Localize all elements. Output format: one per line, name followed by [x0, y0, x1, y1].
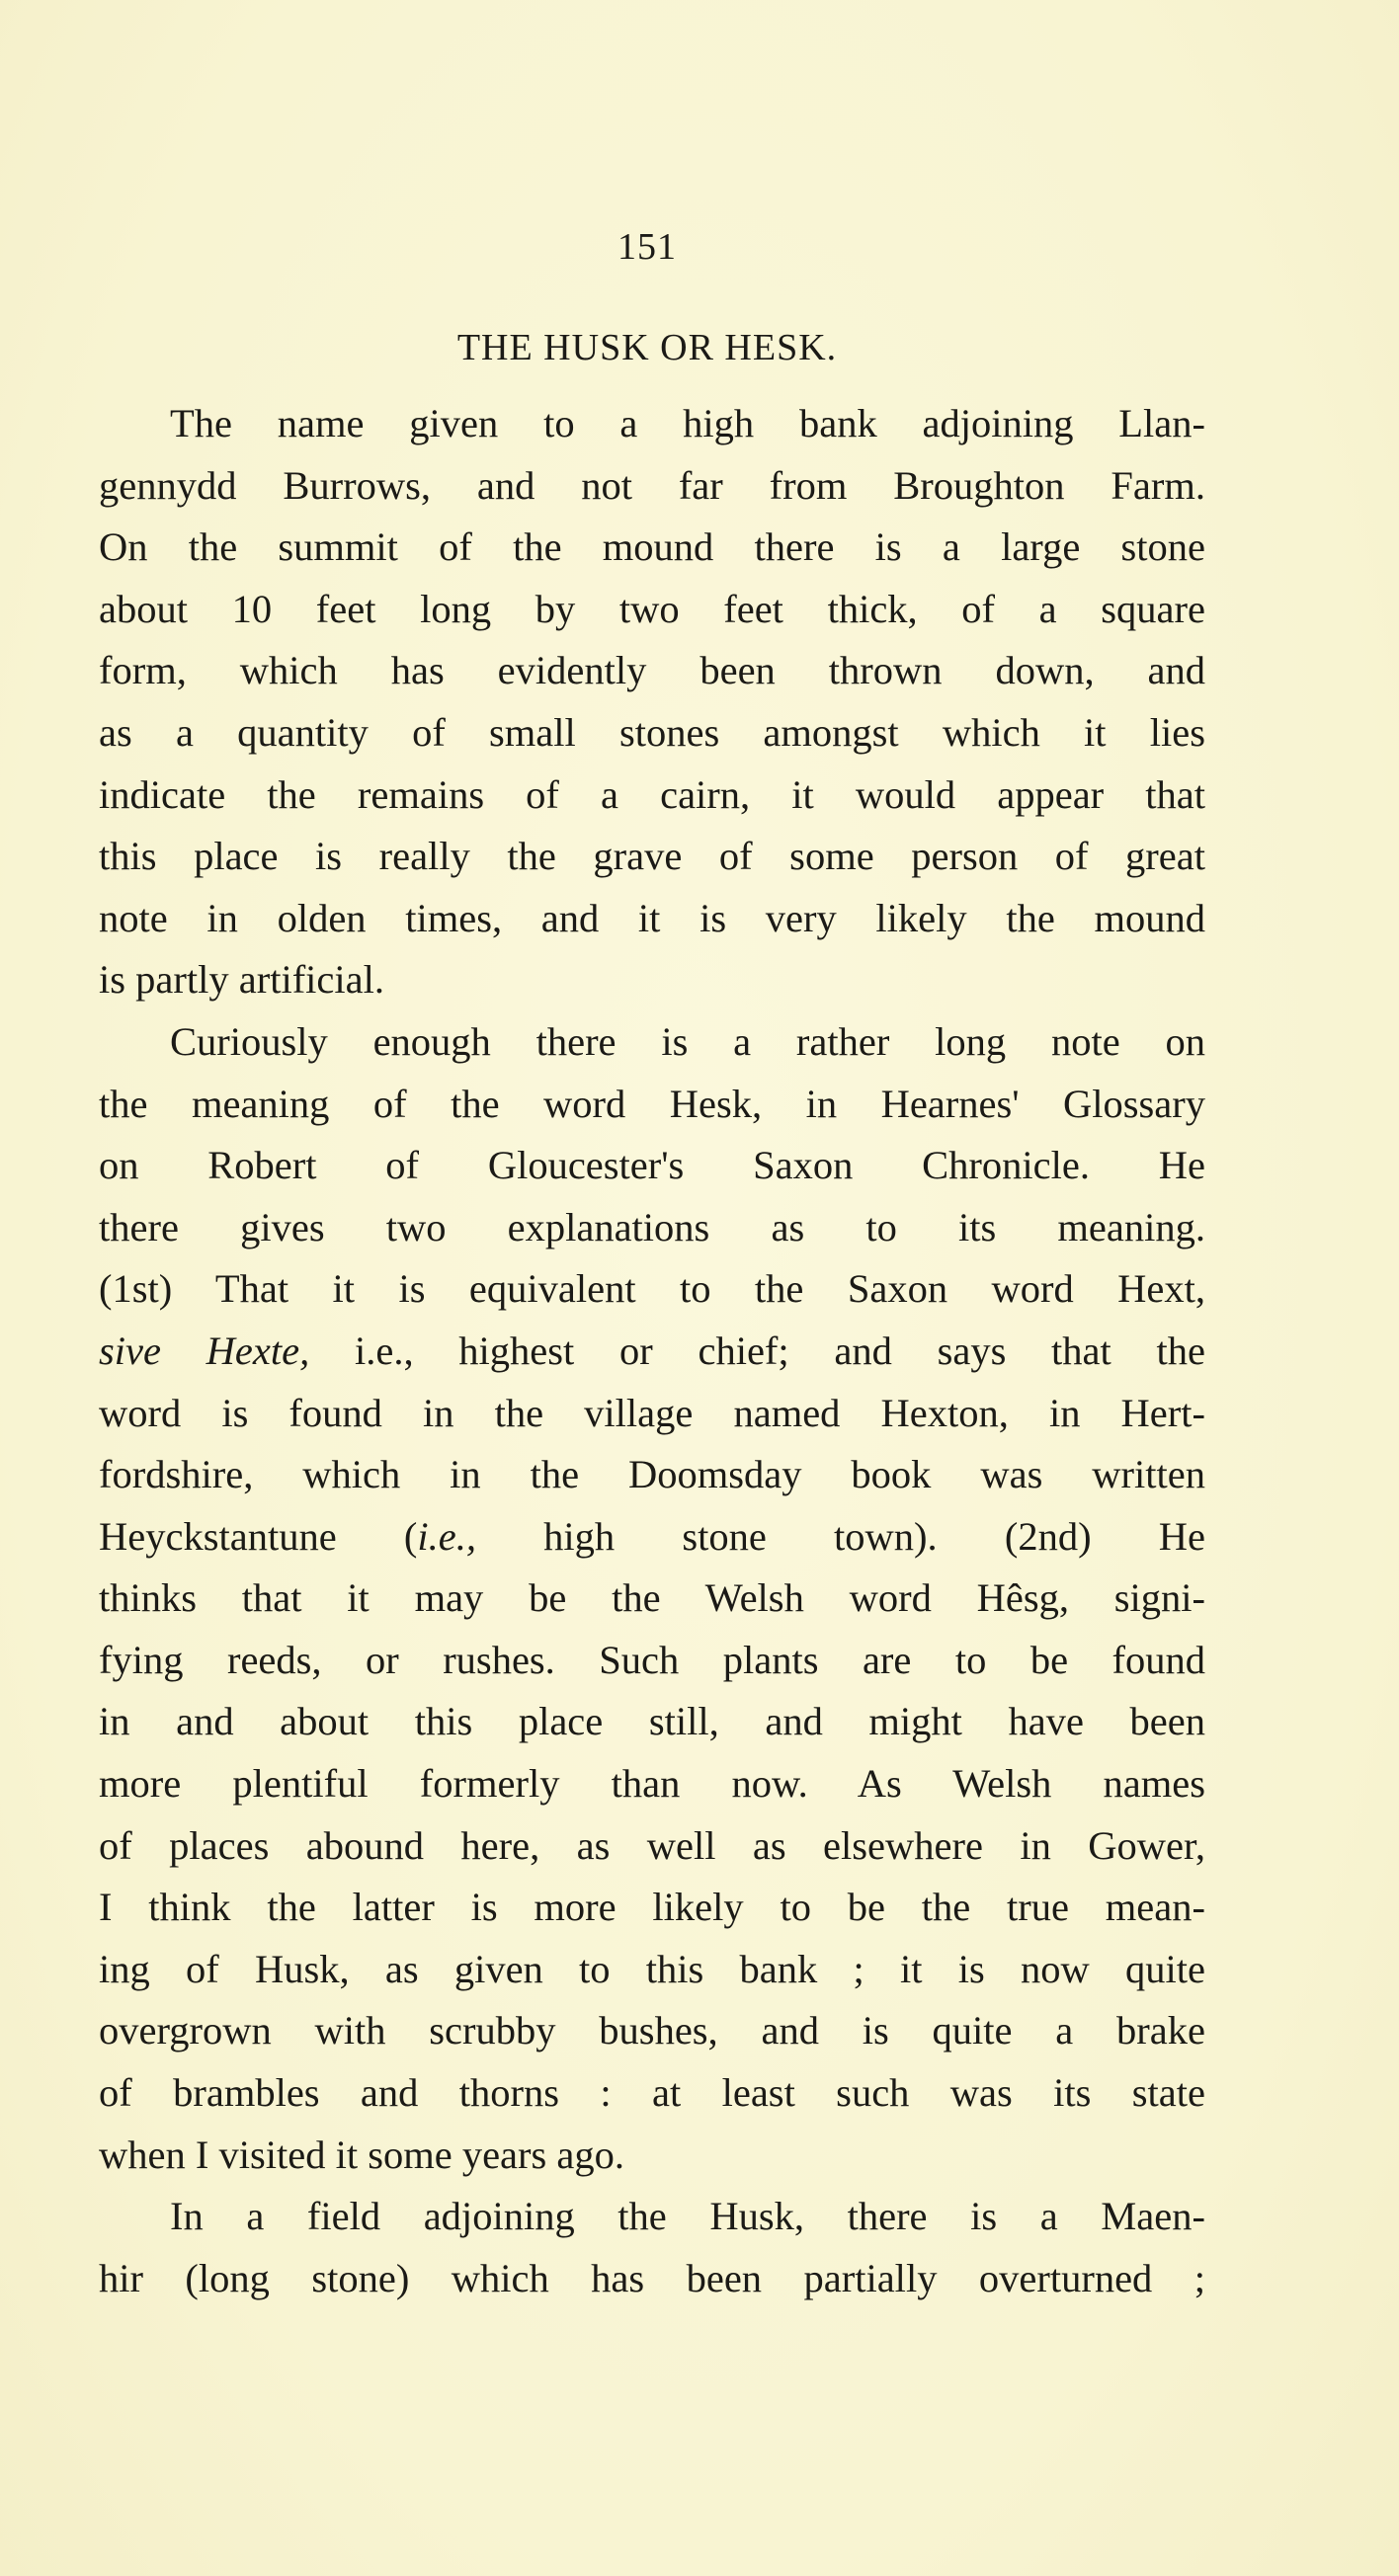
text-line: the meaning of the word Hesk, in Hearnes' Glossary	[99, 1081, 1205, 1126]
text-line: fying reeds, or rushes. Such plants are to be found	[99, 1637, 1205, 1682]
text-line: indicate the remains of a cairn, it would appear that	[99, 771, 1205, 817]
text-line: when I visited it some years ago.	[99, 2132, 624, 2177]
text-line: this place is really the grave of some person of great	[99, 834, 1205, 879]
text-line: more plentiful formerly than now. As Welsh names	[99, 1761, 1205, 1807]
text-line: gennydd Burrows, and not far from Broughton Farm.	[99, 462, 1205, 508]
text-line: note in olden times, and it is very likely the mound	[99, 895, 1205, 940]
text-line	[99, 1321, 1205, 1383]
text-line: fordshire, which in the Doomsday book was written	[99, 1452, 1205, 1497]
line-text: Heyckstantune (	[99, 1513, 418, 1559]
text-line: as a quantity of small stones amongst which it lies	[99, 709, 1205, 755]
text-line: is partly artificial.	[99, 957, 385, 1003]
text-line: in and about this place still, and might have been	[99, 1699, 1205, 1744]
text-line: (1st) That it is equivalent to the Saxon word Hext,	[99, 1266, 1205, 1312]
text-line: I think the latter is more likely to be the true mean-	[99, 1885, 1205, 1930]
page-number: 151	[617, 226, 677, 268]
text-line: overgrown with scrubby bushes, and is quite a brake	[99, 2008, 1205, 2053]
text-line: On the summit of the mound there is a large stone	[99, 524, 1205, 570]
line-text: i.e., highest or chief; and says that the	[309, 1328, 1205, 1373]
text-line: The name given to a high bank adjoining Llan-	[170, 401, 1205, 445]
text-line: In a field adjoining the Husk, there is a Maen-	[170, 2194, 1205, 2239]
body-text	[99, 393, 1205, 2309]
text-line: of places abound here, as well as elsewhere in Gower,	[99, 1822, 1205, 1868]
text-line: about 10 feet long by two feet thick, of a square	[99, 586, 1205, 631]
italic-phrase: sive Hexte,	[99, 1328, 310, 1373]
text-line: on Robert of Gloucester's Saxon Chronicle. He	[99, 1143, 1205, 1188]
line-text: high stone town). (2nd) He	[475, 1513, 1205, 1559]
text-line: thinks that it may be the Welsh word Hêsg, signi-	[99, 1575, 1205, 1621]
text-line	[99, 1506, 1205, 1569]
italic-phrase: i.e.,	[417, 1513, 476, 1559]
text-line: ing of Husk, as given to this bank ; it is now quite	[99, 1946, 1205, 1991]
text-line: form, which has evidently been thrown down, and	[99, 648, 1205, 693]
text-line: hir (long stone) which has been partially overturned ;	[99, 2255, 1205, 2300]
text-line: there gives two explanations as to its meaning.	[99, 1204, 1205, 1249]
text-line: Curiously enough there is a rather long note on	[170, 1018, 1205, 1064]
text-line: of brambles and thorns : at least such was its state	[99, 2070, 1205, 2116]
section-heading: THE HUSK OR HESK.	[456, 327, 838, 368]
text-line: word is found in the village named Hexton, in Hert-	[99, 1390, 1205, 1435]
